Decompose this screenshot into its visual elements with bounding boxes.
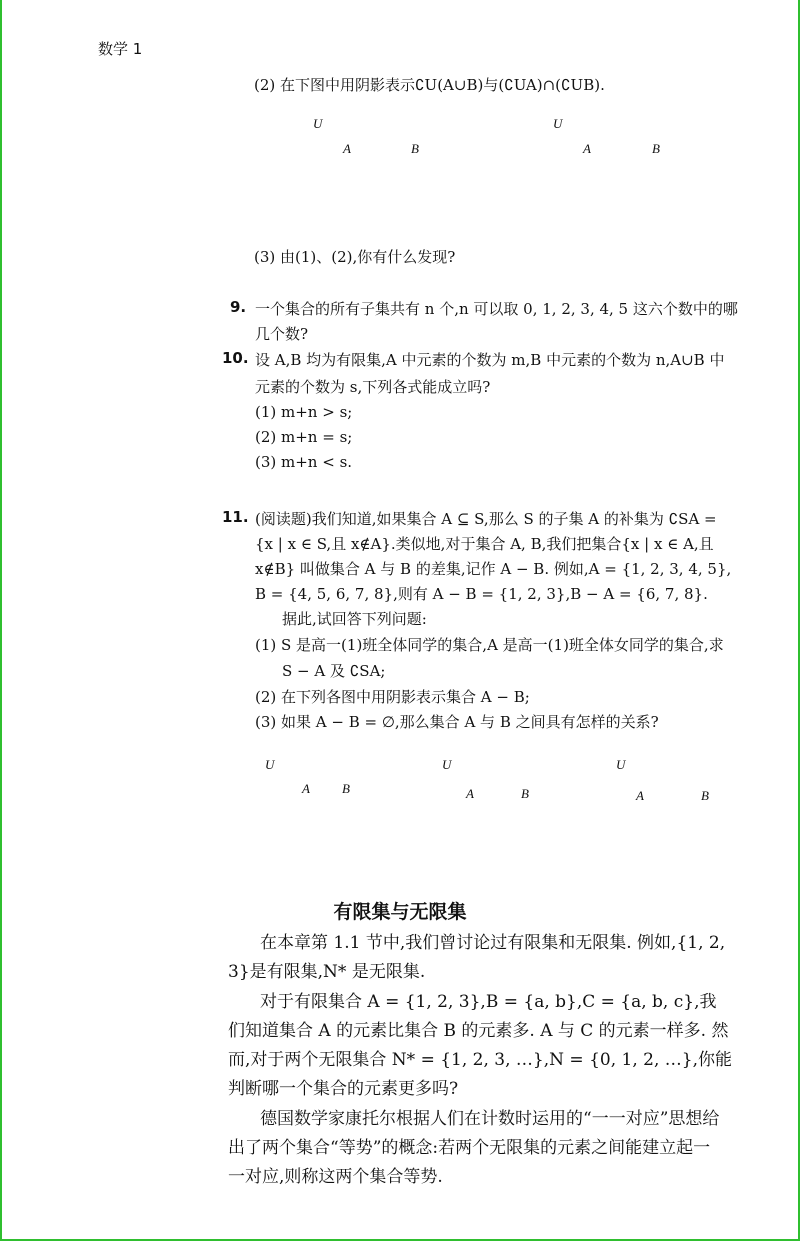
problem11-q1-line1: (1) S 是高一(1)班全体同学的集合,A 是高一(1)班全体女同学的集合,求 xyxy=(255,636,724,654)
problem10-item1: (1) m+n > s; xyxy=(255,403,353,421)
problem11-q1-line2: S − A 及 ∁SA; xyxy=(282,662,386,680)
set-b-label: B xyxy=(701,788,709,803)
reading-p1-line2: 3}是有限集,N* 是无限集. xyxy=(228,962,426,982)
set-b-label: B xyxy=(342,781,350,796)
problem9-line1: 一个集合的所有子集共有 n 个,n 可以取 0, 1, 2, 3, 4, 5 这六个数中的哪 xyxy=(255,300,738,318)
set-b-label: B xyxy=(652,141,660,156)
reading-p3-line2: 出了两个集合“等势”的概念:若两个无限集的元素之间能建立起一 xyxy=(228,1138,711,1158)
running-header: 数学 1 xyxy=(98,40,143,58)
reading-p2-line4: 判断哪一个集合的元素更多吗? xyxy=(228,1079,459,1099)
reading-p2-line2: 们知道集合 A 的元素比集合 B 的元素多. A 与 C 的元素一样多. 然 xyxy=(228,1021,729,1041)
universal-label: U xyxy=(553,116,563,131)
problem11-q3: (3) 如果 A − B = ∅,那么集合 A 与 B 之间具有怎样的关系? xyxy=(255,713,659,731)
set-b-label: B xyxy=(521,786,529,801)
problem8-part2: (2) 在下图中用阴影表示∁U(A∪B)与(∁UA)∩(∁UB). xyxy=(254,76,605,94)
problem10-line2: 元素的个数为 s,下列各式能成立吗? xyxy=(255,378,491,396)
set-a-label: A xyxy=(583,141,591,156)
problem10-line1: 设 A,B 均为有限集,A 中元素的个数为 m,B 中元素的个数为 n,A∪B 中 xyxy=(255,351,725,369)
reading-title: 有限集与无限集 xyxy=(333,901,467,923)
problem11-line1: (阅读题)我们知道,如果集合 A ⊆ S,那么 S 的子集 A 的补集为 ∁SA = xyxy=(255,510,717,528)
universal-label: U xyxy=(442,757,452,772)
problem11-line5: 据此,试回答下列问题: xyxy=(282,610,427,628)
problem11-line4: B = {4, 5, 6, 7, 8},则有 A − B = {1, 2, 3},B − A = {6, 7, 8}. xyxy=(255,585,708,603)
universal-label: U xyxy=(616,757,626,772)
universal-label: U xyxy=(313,116,323,131)
set-a-label: A xyxy=(636,788,644,803)
problem9-line2: 几个数? xyxy=(255,325,309,343)
problem9-number: 9. xyxy=(230,298,247,316)
set-a-label: A xyxy=(466,786,474,801)
problem11-q2: (2) 在下列各图中用阴影表示集合 A − B; xyxy=(255,688,530,706)
problem10-number: 10. xyxy=(222,349,249,367)
reading-p3-line1: 德国数学家康托尔根据人们在计数时运用的“一一对应”思想给 xyxy=(260,1109,720,1129)
reading-p2-line3: 而,对于两个无限集合 N* = {1, 2, 3, …},N = {0, 1, 2, …},你能 xyxy=(228,1050,732,1070)
problem11-number: 11. xyxy=(222,508,249,526)
reading-p2-line1: 对于有限集合 A = {1, 2, 3},B = {a, b},C = {a, b, c},我 xyxy=(260,992,717,1012)
set-b-label: B xyxy=(411,141,419,156)
set-a-label: A xyxy=(343,141,351,156)
problem8-part3: (3) 由(1)、(2),你有什么发现? xyxy=(254,248,456,266)
universal-label: U xyxy=(265,757,275,772)
reading-p1-line1: 在本章第 1.1 节中,我们曾讨论过有限集和无限集. 例如,{1, 2, xyxy=(260,933,726,953)
problem10-item2: (2) m+n = s; xyxy=(255,428,353,446)
set-a-label: A xyxy=(302,781,310,796)
reading-p3-line3: 一对应,则称这两个集合等势. xyxy=(228,1167,443,1187)
problem11-line2: {x | x ∈ S,且 x∉A}.类似地,对于集合 A, B,我们把集合{x | x ∈ A,且 xyxy=(255,535,714,553)
problem10-item3: (3) m+n < s. xyxy=(255,453,353,471)
problem11-line3: x∉B} 叫做集合 A 与 B 的差集,记作 A − B. 例如,A = {1, 2, 3, 4, 5}, xyxy=(255,560,732,578)
